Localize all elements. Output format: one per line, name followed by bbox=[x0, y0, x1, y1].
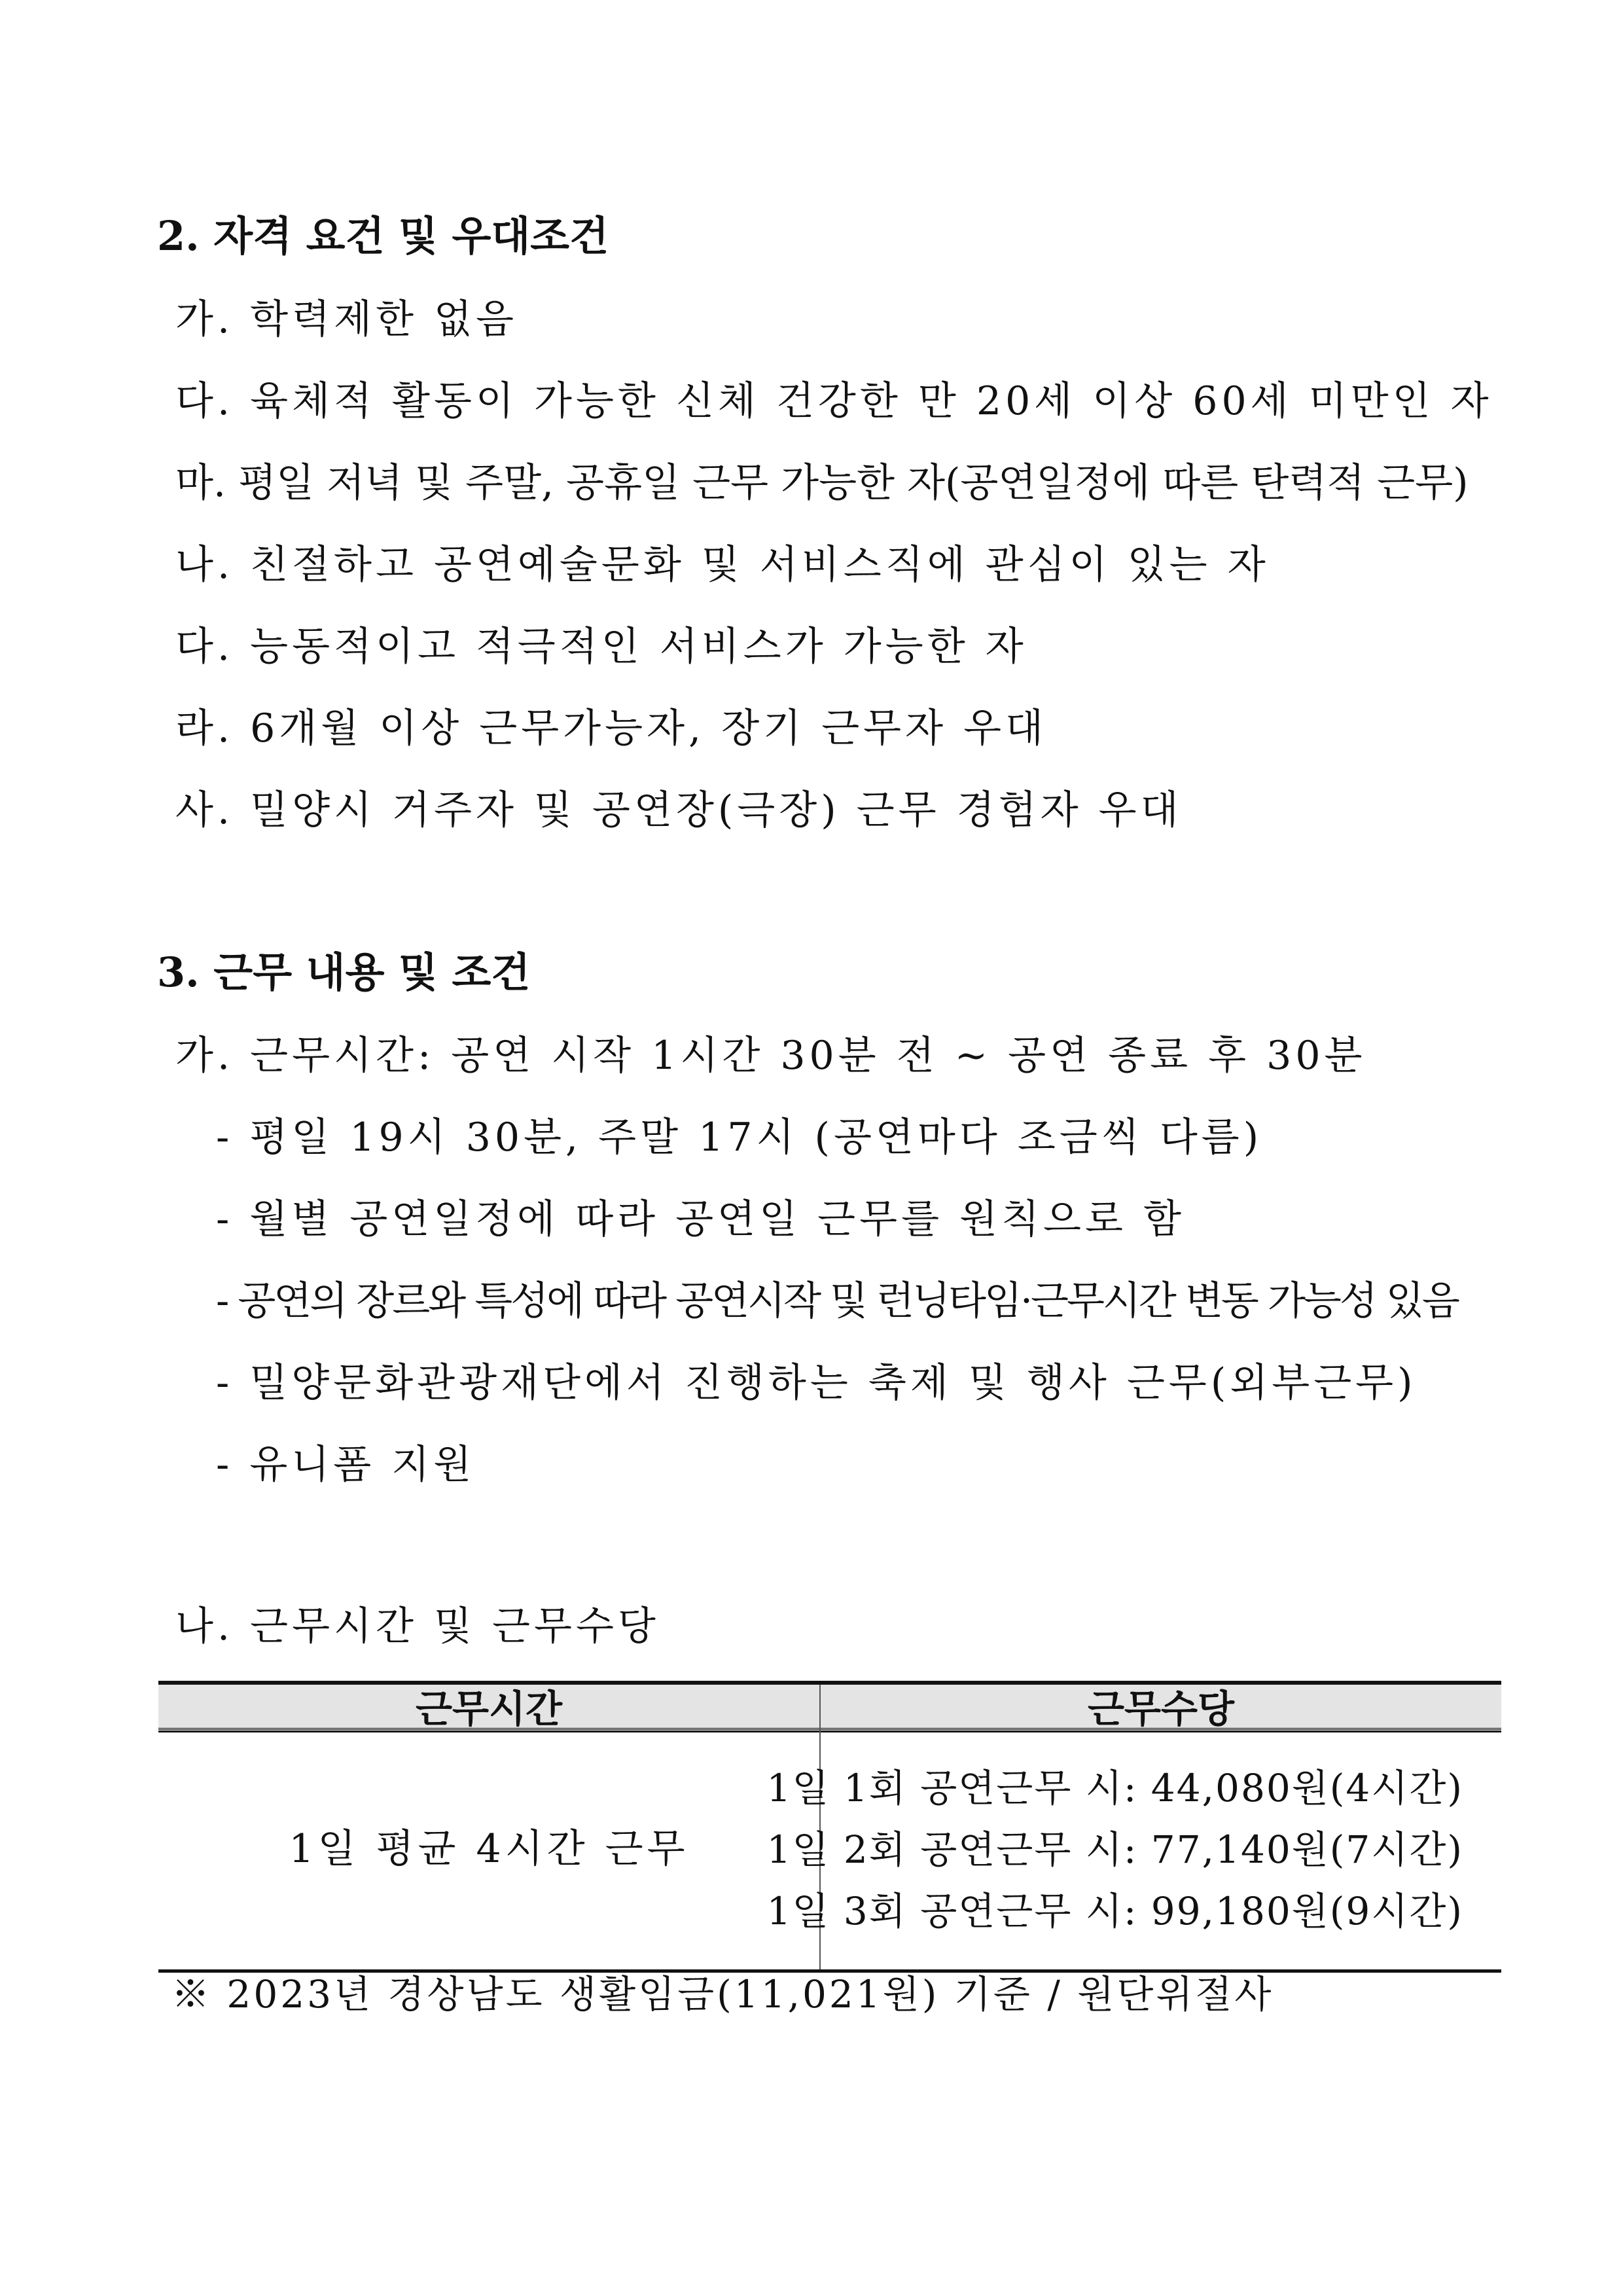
section-2-heading: 2. 자격 요건 및 우대조건 bbox=[157, 212, 609, 260]
average-hours-cell: 1일 평균 4시간 근무 bbox=[289, 1826, 689, 1872]
work-hours-item: 가. 근무시간: 공연 시작 1시간 30분 전 ~ 공연 종료 후 30분 bbox=[175, 1033, 1366, 1079]
pay-table-header bbox=[158, 1685, 1501, 1730]
qualification-item: 나. 친절하고 공연예술문화 및 서비스직에 관심이 있는 자 bbox=[175, 542, 1270, 588]
qualification-item: 라. 6개월 이상 근무가능자, 장기 근무자 우대 bbox=[175, 706, 1048, 751]
work-hours-subitem: - 공연의 장르와 특성에 따라 공연시작 및 런닝타임·근무시간 변동 가능성 있음 bbox=[216, 1278, 1458, 1324]
header-allowance: 근무수당 bbox=[1087, 1687, 1235, 1731]
pay-line: 1일 2회 공연근무 시: 77,140원(7시간) bbox=[766, 1827, 1463, 1872]
qualification-item: 다. 능동적이고 적극적인 서비스가 가능한 자 bbox=[175, 624, 1027, 670]
pay-line: 1일 3회 공연근무 시: 99,180원(9시간) bbox=[766, 1889, 1463, 1933]
qualification-item: 다. 육체적 활동이 가능한 신체 건강한 만 20세 이상 60세 미만인 자 bbox=[175, 378, 1493, 424]
work-hours-subitem: - 밀양문화관광재단에서 진행하는 축제 및 행사 근무(외부근무) bbox=[216, 1360, 1417, 1406]
work-hours-subitem: - 유니폼 지원 bbox=[216, 1442, 476, 1488]
qualification-item: 가. 학력제한 없음 bbox=[175, 296, 518, 342]
pay-table bbox=[158, 1681, 1501, 1973]
qualification-item: 마. 평일 저녁 및 주말, 공휴일 근무 가능한 자(공연일정에 따른 탄력적 근무) bbox=[175, 460, 1469, 506]
section-3-heading: 3. 근무 내용 및 조건 bbox=[157, 948, 531, 996]
footnote: ※ 2023년 경상남도 생활임금(11,021원) 기준 / 원단위절사 bbox=[171, 1972, 1274, 2017]
pay-heading: 나. 근무시간 및 근무수당 bbox=[175, 1604, 660, 1649]
pay-line: 1일 1회 공연근무 시: 44,080원(4시간) bbox=[766, 1766, 1463, 1810]
work-hours-subitem: - 평일 19시 30분, 주말 17시 (공연마다 조금씩 다름) bbox=[216, 1115, 1263, 1160]
qualification-item: 사. 밀양시 거주자 및 공연장(극장) 근무 경험자 우대 bbox=[175, 787, 1183, 833]
work-hours-subitem: - 월별 공연일정에 따라 공연일 근무를 원칙으로 함 bbox=[216, 1196, 1185, 1242]
header-work-hours: 근무시간 bbox=[415, 1687, 563, 1731]
